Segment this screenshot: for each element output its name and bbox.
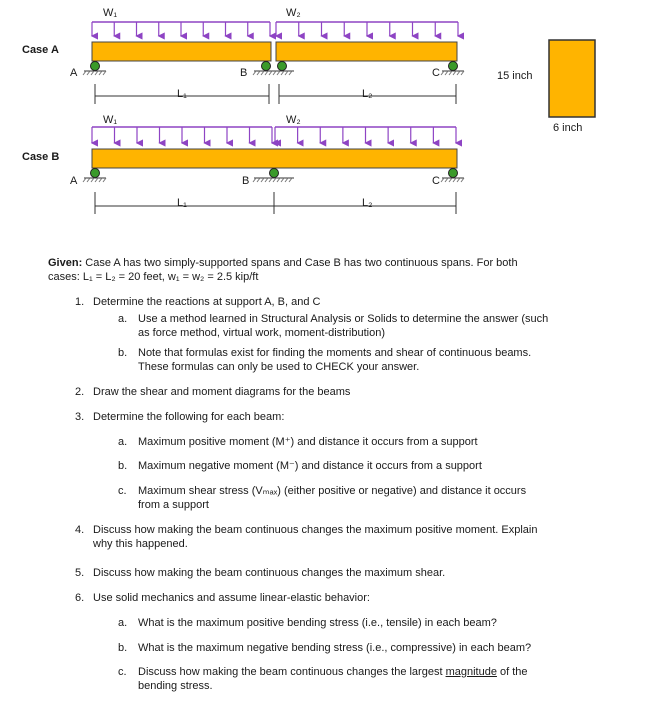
section-height-label: 15 inch xyxy=(497,70,533,82)
case-b-dimensions xyxy=(95,192,456,214)
question-text: why this happened. xyxy=(93,538,188,550)
case-a-load-right-label: W₂ xyxy=(286,7,301,19)
beam-diagram xyxy=(0,0,666,240)
case-a-load-right xyxy=(276,22,458,36)
question-text: Maximum positive moment (M⁺) and distance it occurs from a support xyxy=(138,436,478,448)
case-b-label: Case B xyxy=(22,151,60,163)
case-b-support-b xyxy=(253,169,294,183)
question-text: Maximum negative moment (M⁻) and distance it occurs from a support xyxy=(138,460,482,472)
question-text: Determine the reactions at support A, B, and C xyxy=(93,296,321,308)
cross-section-rect xyxy=(549,40,595,117)
case-a-support-b xyxy=(253,62,294,76)
question-number: a. xyxy=(118,436,128,448)
case-b-support-a xyxy=(83,169,106,183)
question-text: as force method, virtual work, moment-distribution) xyxy=(138,327,385,339)
case-b-support-c xyxy=(441,169,464,183)
case-b-span-right-label: L₂ xyxy=(362,197,373,209)
case-b-load-right-label: W₂ xyxy=(286,114,301,126)
question-number: 3. xyxy=(75,411,85,423)
case-b-load-right xyxy=(275,127,456,143)
question-number: 1. xyxy=(75,296,85,308)
question-text: Discuss how making the beam continuous changes the largest magnitude of the xyxy=(138,666,528,678)
question-number: b. xyxy=(118,460,128,472)
question-text: Use solid mechanics and assume linear-elastic behavior: xyxy=(93,592,370,604)
question-text: What is the maximum negative bending stress (i.e., compressive) in each beam? xyxy=(138,642,532,654)
given-label: Given: xyxy=(48,257,83,269)
question-text: Discuss how making the beam continuous changes the maximum positive moment. Explain xyxy=(93,524,538,536)
question-text: Maximum shear stress (Vₘₐₓ) (either positive or negative) and distance it occurs xyxy=(138,485,527,497)
case-a-support-c xyxy=(441,62,464,76)
question-number: 4. xyxy=(75,524,85,536)
question-number: b. xyxy=(118,347,128,359)
case-a-beam-left xyxy=(92,42,271,61)
case-b-support-c-label: C xyxy=(432,175,440,187)
given-text-1: Case A has two simply-supported spans and Case B has two continuous spans. For both xyxy=(85,257,518,269)
question-text: Note that formulas exist for finding the moments and shear of continuous beams. xyxy=(138,347,532,359)
case-a-span-right-label: L₂ xyxy=(362,88,373,100)
question-number: a. xyxy=(118,617,128,629)
case-b-beam xyxy=(92,149,457,168)
case-b-support-a-label: A xyxy=(70,175,78,187)
question-number: 2. xyxy=(75,386,85,398)
case-b-load-left xyxy=(92,127,272,143)
question-number: b. xyxy=(118,642,128,654)
given-line-1 xyxy=(48,256,648,270)
case-b-span-left-label: L₁ xyxy=(177,197,187,209)
case-b-load-left-label: W₁ xyxy=(103,114,118,126)
question-text: bending stress. xyxy=(138,680,213,692)
case-a-support-a xyxy=(83,62,106,76)
case-a-load-left xyxy=(92,22,270,36)
question-text: Determine the following for each beam: xyxy=(93,411,285,423)
question-text: What is the maximum positive bending stress (i.e., tensile) in each beam? xyxy=(138,617,497,629)
question-number: 6. xyxy=(75,592,85,604)
question-text: from a support xyxy=(138,499,209,511)
given-line-2: cases: L₁ = L₂ = 20 feet, w₁ = w₂ = 2.5 kip/ft xyxy=(48,271,259,283)
case-a-beam-right xyxy=(276,42,457,61)
question-text: Draw the shear and moment diagrams for the beams xyxy=(93,386,351,398)
case-a-load-left-label: W₁ xyxy=(103,7,118,19)
case-b-support-b-label: B xyxy=(242,175,250,187)
question-number: c. xyxy=(118,485,127,497)
case-a-dimensions xyxy=(95,84,456,104)
section-width-label: 6 inch xyxy=(553,122,583,134)
case-a-support-b-label: B xyxy=(240,67,248,79)
question-text: Use a method learned in Structural Analysis or Solids to determine the answer (such xyxy=(138,313,549,325)
case-a-span-left-label: L₁ xyxy=(177,88,187,100)
question-number: 5. xyxy=(75,567,85,579)
question-number: c. xyxy=(118,666,127,678)
case-a-support-a-label: A xyxy=(70,67,78,79)
case-a-label: Case A xyxy=(22,44,59,56)
case-a-support-c-label: C xyxy=(432,67,440,79)
question-text: Discuss how making the beam continuous changes the maximum shear. xyxy=(93,567,446,579)
question-number: a. xyxy=(118,313,128,325)
question-text: These formulas can only be used to CHECK your answer. xyxy=(138,361,420,373)
